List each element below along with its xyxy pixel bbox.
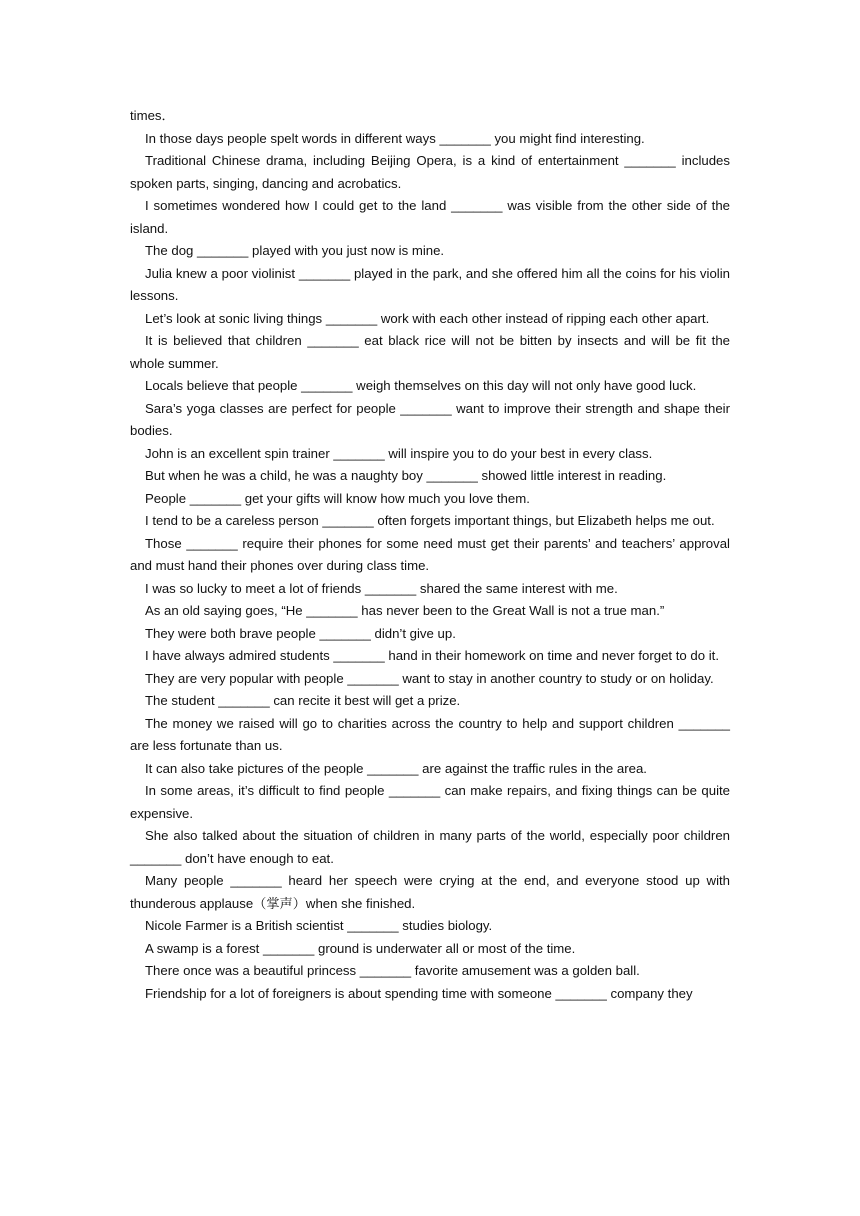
sentence-13: I tend to be a careless person _______ often forgets important things, but Elizabeth helps me out. <box>145 513 715 528</box>
sentence-20: The student _______ can recite it best will get a prize. <box>145 693 461 708</box>
sentence-28: There once was a beautiful princess _______ favorite amusement was a golden ball. <box>145 963 640 978</box>
sentence-27: A swamp is a forest _______ ground is underwater all or most of the time. <box>145 940 576 956</box>
sentence-18: I have always admired students _______ hand in their homework on time and never forget to do it. <box>145 648 719 663</box>
sentence-12: People _______ get your gifts will know how much you love them. <box>145 490 530 506</box>
sentence-2: Traditional Chinese drama, including Beijing Opera, is a kind of entertainment _______ includes spoken parts, singing, dancing and acrobatics. <box>130 153 730 191</box>
sentence-23: In some areas, it’s difficult to find people _______ can make repairs, and fixing things can be quite expensive. <box>130 783 730 821</box>
document-body <box>130 105 730 1005</box>
sentence-29: Friendship for a lot of foreigners is about spending time with someone _______ company they <box>145 985 693 1001</box>
sentence-9: Sara’s yoga classes are perfect for people _______ want to improve their strength and shape their bodies. <box>130 400 730 438</box>
sentence-21: The money we raised will go to charities across the country to help and support children _______ are less fortunate than us. <box>130 715 730 753</box>
sentence-1: In those days people spelt words in different ways _______ you might find interesting. <box>145 130 645 146</box>
paragraph-continuation: times． <box>130 108 175 123</box>
sentence-15: I was so lucky to meet a lot of friends _______ shared the same interest with me. <box>145 580 618 596</box>
sentence-3: I sometimes wondered how I could get to the land _______ was visible from the other side of the island. <box>130 198 730 236</box>
sentence-17: They were both brave people _______ didn’t give up. <box>145 625 456 641</box>
sentence-22: It can also take pictures of the people _______ are against the traffic rules in the area. <box>145 760 647 776</box>
sentence-7: It is believed that children _______ eat black rice will not be bitten by insects and will be fit the whole summer. <box>130 333 730 371</box>
sentence-11: But when he was a child, he was a naughty boy _______ showed little interest in reading. <box>145 468 667 483</box>
sentence-6: Let’s look at sonic living things _______ work with each other instead of ripping each other apart. <box>145 310 710 326</box>
sentence-25: Many people _______ heard her speech were crying at the end, and everyone stood up with thunderous applause（掌声）when she finished. <box>130 873 730 911</box>
sentence-4: The dog _______ played with you just now is mine. <box>145 243 445 258</box>
sentence-10: John is an excellent spin trainer _______ will inspire you to do your best in every class. <box>145 445 653 461</box>
sentence-14: Those _______ require their phones for some need must get their parents’ and teachers’ approval and must hand their phones over during class time. <box>130 535 730 573</box>
sentence-16: As an old saying goes, “He _______ has never been to the Great Wall is not a true man.” <box>145 603 665 618</box>
sentence-24: She also talked about the situation of children in many parts of the world, especially poor children _______ don’t have enough to eat. <box>130 828 730 866</box>
sentence-5: Julia knew a poor violinist _______ played in the park, and she offered him all the coins for his violin lessons. <box>130 265 730 303</box>
sentence-26: Nicole Farmer is a British scientist _______ studies biology. <box>145 918 493 933</box>
sentence-8: Locals believe that people _______ weigh themselves on this day will not only have good luck. <box>145 378 697 393</box>
sentence-19: They are very popular with people _______ want to stay in another country to study or on holiday. <box>145 670 714 686</box>
